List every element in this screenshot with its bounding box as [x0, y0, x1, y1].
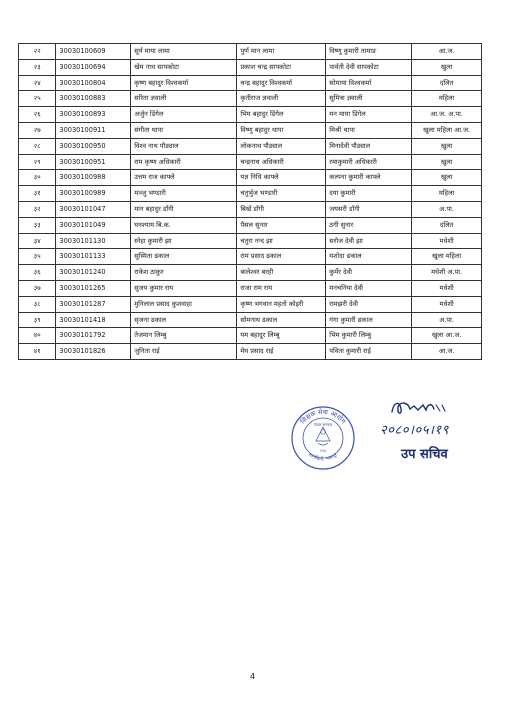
table-row	[19, 107, 482, 123]
seal-outer-text: शिक्षक सेवा आयोग	[298, 407, 348, 426]
category-cell: आ.ज. अ.पा.	[412, 107, 482, 123]
table-row	[19, 296, 482, 312]
serial-number-cell: ३२	[19, 201, 56, 217]
serial-number-cell: ४१	[19, 344, 56, 360]
roll-number-cell: 30030101287	[56, 296, 131, 312]
table-row	[19, 138, 482, 154]
roll-number-cell: 30030101826	[56, 344, 131, 360]
mother-name-cell: पार्वती देवी सापकोटा	[326, 59, 412, 75]
serial-number-cell: ३९	[19, 312, 56, 328]
serial-number-cell: ३७	[19, 280, 56, 296]
father-name-cell: चतुर्भुज भण्डारी	[237, 186, 326, 202]
svg-text:सानोठिमी, भक्तपुर	[307, 453, 339, 463]
handwritten-signature	[388, 397, 468, 419]
seal-bottom-text: सानोठिमी, भक्तपुर	[307, 452, 339, 463]
father-name-cell: पुर्ण मान लामा	[237, 44, 326, 60]
serial-number-cell: ३५	[19, 249, 56, 265]
serial-number-cell: २९	[19, 154, 56, 170]
category-cell: अ.पा.	[412, 201, 482, 217]
category-cell: आ.ज.	[412, 44, 482, 60]
candidate-name-cell: राकेश ठाकुर	[131, 265, 237, 281]
serial-number-cell: ३८	[19, 296, 56, 312]
candidate-name-cell: सृजना ढकाल	[131, 312, 237, 328]
mother-name-cell: सरोज देवी झा	[326, 233, 412, 249]
seal-inner-text: नेपाल सरकार	[313, 422, 333, 427]
father-name-cell: मेघ प्रसाद राई	[237, 344, 326, 360]
father-name-cell: भिम बहादुर डिंगेल	[237, 107, 326, 123]
father-name-cell: विष्णु बहादुर थापा	[237, 122, 326, 138]
mother-name-cell: पविता कुमारी राई	[326, 344, 412, 360]
table-row	[19, 201, 482, 217]
mother-name-cell: रमाकुमारी अधिकारी	[326, 154, 412, 170]
category-cell: महिला	[412, 186, 482, 202]
table-row	[19, 75, 482, 91]
category-cell: मधेशी	[412, 280, 482, 296]
roll-number-cell: 30030100804	[56, 75, 131, 91]
candidate-name-cell: सुजय कुमार राय	[131, 280, 237, 296]
serial-number-cell: ३०	[19, 170, 56, 186]
candidate-name-cell: सूर्य माया लामा	[131, 44, 237, 60]
mother-name-cell: भिम कुमारी लिम्बु	[326, 328, 412, 344]
serial-number-cell: २८	[19, 138, 56, 154]
mother-name-cell: सुमित्रा ज्ञवाली	[326, 91, 412, 107]
serial-number-cell: ३३	[19, 217, 56, 233]
category-cell: खुला	[412, 138, 482, 154]
candidate-name-cell: खेम नाथ सापकोटा	[131, 59, 237, 75]
candidate-name-cell: मञ्जु भण्डारी	[131, 186, 237, 202]
roll-number-cell: 30030100694	[56, 59, 131, 75]
mother-name-cell: मनचनिया देवी	[326, 280, 412, 296]
serial-number-cell: ३४	[19, 233, 56, 249]
category-cell: खुला	[412, 170, 482, 186]
roll-number-cell: 30030101047	[56, 201, 131, 217]
table-row	[19, 44, 482, 60]
mother-name-cell: मिनादेवी पौड्याल	[326, 138, 412, 154]
father-name-cell: बालेश्वर बरही	[237, 265, 326, 281]
candidate-name-cell: संगीता थापा	[131, 122, 237, 138]
table-row	[19, 91, 482, 107]
table-row	[19, 170, 482, 186]
mother-name-cell: मन माया डिंगेल	[326, 107, 412, 123]
candidate-name-cell: सरिता ज्ञवाली	[131, 91, 237, 107]
table-row	[19, 280, 482, 296]
candidate-name-cell: तेजमान लिम्बु	[131, 328, 237, 344]
mother-name-cell: जयसरी डाँगी	[326, 201, 412, 217]
mother-name-cell: मिश्री थापा	[326, 122, 412, 138]
father-name-cell: बिखँ डाँगी	[237, 201, 326, 217]
candidate-name-cell: राम कृष्ण अधिकारी	[131, 154, 237, 170]
candidate-name-cell: उत्तम राज काफ्ले	[131, 170, 237, 186]
mother-name-cell: विष्णु कुमारी तामाङ	[326, 44, 412, 60]
serial-number-cell: २२	[19, 44, 56, 60]
roll-number-cell: 30030100893	[56, 107, 131, 123]
roll-number-cell: 30030100950	[56, 138, 131, 154]
designation-label: उप सचिव	[401, 447, 448, 462]
roll-number-cell: 30030101792	[56, 328, 131, 344]
father-name-cell: प्रकाश चन्द्र सापकोटा	[237, 59, 326, 75]
office-seal	[290, 405, 356, 471]
category-cell: अ.पा.	[412, 312, 482, 328]
candidate-name-cell: स्नेहा कुमारी झा	[131, 233, 237, 249]
category-cell: मधेशी	[412, 296, 482, 312]
father-name-cell: पैसल सुनार	[237, 217, 326, 233]
candidate-name-cell: विश्व नाथ पौड्याल	[131, 138, 237, 154]
category-cell: दलित	[412, 217, 482, 233]
candidate-name-cell: घनश्याम बि.क.	[131, 217, 237, 233]
category-cell: मधेशी	[412, 233, 482, 249]
roll-number-cell: 30030101418	[56, 312, 131, 328]
father-name-cell: राम प्रसाद ढकाल	[237, 249, 326, 265]
category-cell: खुला महिला	[412, 249, 482, 265]
table-row	[19, 59, 482, 75]
mother-name-cell: कुर्मेर देवी	[326, 265, 412, 281]
category-cell: आ.ज.	[412, 344, 482, 360]
roll-number-cell: 30030100883	[56, 91, 131, 107]
table-row	[19, 186, 482, 202]
roll-number-cell: 30030101130	[56, 233, 131, 249]
father-name-cell: कृतीराज ज्ञवाली	[237, 91, 326, 107]
father-name-cell: यज्ञ निधि काफ्ले	[237, 170, 326, 186]
father-name-cell: चतुरा नन्द झा	[237, 233, 326, 249]
mother-name-cell: सोमाया विश्वकर्मा	[326, 75, 412, 91]
roll-number-cell: 30030100609	[56, 44, 131, 60]
father-name-cell: राजा राम राय	[237, 280, 326, 296]
candidate-name-cell: अर्जुन डिंगेल	[131, 107, 237, 123]
serial-number-cell: २५	[19, 91, 56, 107]
table-row	[19, 312, 482, 328]
candidate-name-cell: सुस्मिता ढकाल	[131, 249, 237, 265]
father-name-cell: चन्द्रनाथ अधिकारी	[237, 154, 326, 170]
table-row	[19, 233, 482, 249]
category-cell: खुला आ.ज.	[412, 328, 482, 344]
page-number: 4	[250, 672, 256, 681]
serial-number-cell: २३	[19, 59, 56, 75]
father-name-cell: यम बहादुर लिम्बु	[237, 328, 326, 344]
category-cell: मधेशी अ.पा.	[412, 265, 482, 281]
serial-number-cell: ३६	[19, 265, 56, 281]
serial-number-cell: ३१	[19, 186, 56, 202]
category-cell: महिला	[412, 91, 482, 107]
category-cell: खुला	[412, 59, 482, 75]
table-row	[19, 249, 482, 265]
roll-number-cell: 30030100951	[56, 154, 131, 170]
mother-name-cell: गंगा कुमारी ढकाल	[326, 312, 412, 328]
category-cell: खुला महिला आ.ज.	[412, 122, 482, 138]
roll-number-cell: 30030101133	[56, 249, 131, 265]
signature-date: २०८०।०५।१९	[380, 423, 449, 438]
national-emblem-icon	[316, 427, 330, 445]
table-row	[19, 154, 482, 170]
candidate-name-cell: मुनिलाल प्रसाद कुशवाहा	[131, 296, 237, 312]
mother-name-cell: यशोदा ढकाल	[326, 249, 412, 265]
roll-number-cell: 30030101240	[56, 265, 131, 281]
serial-number-cell: २७	[19, 122, 56, 138]
roll-number-cell: 30030100988	[56, 170, 131, 186]
roll-number-cell: 30030101265	[56, 280, 131, 296]
father-name-cell: लोकनाथ पौड्याल	[237, 138, 326, 154]
roll-number-cell: 30030100911	[56, 122, 131, 138]
mother-name-cell: कल्पना कुमारी काफ्ले	[326, 170, 412, 186]
father-name-cell: कृष्ण भगवान महतो कोइरी	[237, 296, 326, 312]
mother-name-cell: ठगी सुनार	[326, 217, 412, 233]
table-row	[19, 265, 482, 281]
roll-number-cell: 30030101049	[56, 217, 131, 233]
table-row	[19, 217, 482, 233]
candidate-name-cell: मान बहादुर डाँगी	[131, 201, 237, 217]
mother-name-cell: रामझरी देवी	[326, 296, 412, 312]
father-name-cell: सोमनाथ ढकाल	[237, 312, 326, 328]
roll-number-cell: 30030100989	[56, 186, 131, 202]
results-table	[18, 43, 482, 360]
candidate-name-cell: कृष्ण बहादुर विश्वकर्मा	[131, 75, 237, 91]
table-row	[19, 122, 482, 138]
mother-name-cell: दया कुमारी	[326, 186, 412, 202]
father-name-cell: चन्द्र बहादुर विश्वकर्मा	[237, 75, 326, 91]
candidate-name-cell: जुनिता राई	[131, 344, 237, 360]
seal-year: २०६	[319, 448, 327, 453]
category-cell: दलित	[412, 75, 482, 91]
table-row	[19, 328, 482, 344]
table-row	[19, 344, 482, 360]
serial-number-cell: ४०	[19, 328, 56, 344]
category-cell: खुला	[412, 154, 482, 170]
serial-number-cell: २४	[19, 75, 56, 91]
serial-number-cell: २६	[19, 107, 56, 123]
